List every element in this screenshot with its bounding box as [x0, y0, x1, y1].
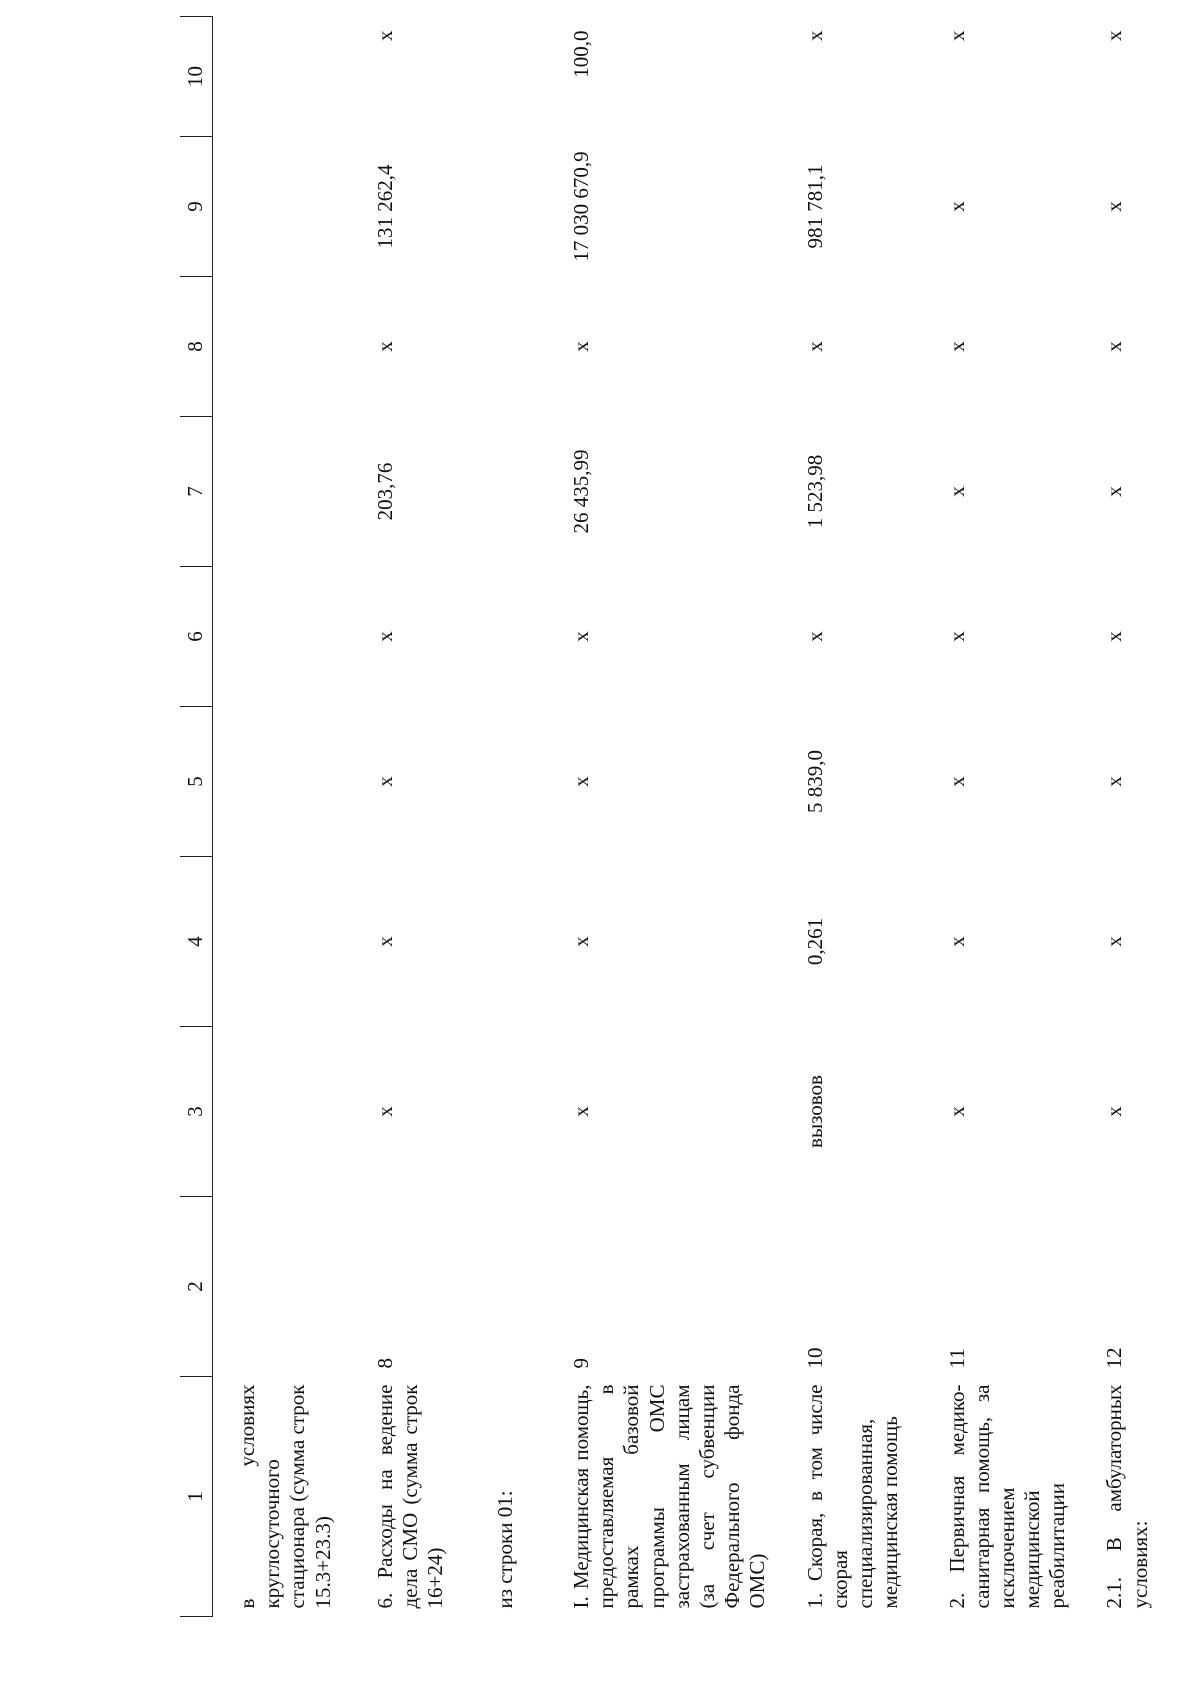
- column-header: 1: [180, 1377, 213, 1617]
- table-cell: вызовов: [802, 1075, 827, 1148]
- row-code: [213, 1197, 354, 1377]
- table-cell: х: [802, 631, 827, 642]
- table-cell: 26 435,99: [569, 449, 593, 534]
- table-cell: [473, 137, 549, 277]
- table-row: [549, 17, 783, 1617]
- table-cell: 981 781,1: [802, 164, 827, 249]
- table-row: [783, 17, 925, 1617]
- table-cell: х: [1102, 201, 1127, 212]
- table-cell: [213, 17, 354, 137]
- table-cell: х: [1102, 936, 1127, 947]
- row-label: в условиях круглосуточного стационара (сумма строк 15.3+23.3): [235, 1384, 335, 1609]
- row-code: 11: [944, 1348, 969, 1369]
- table-cell: [213, 1027, 354, 1197]
- table-cell: х: [569, 631, 593, 642]
- table-cell: х: [1102, 776, 1127, 787]
- budget-table: [180, 16, 1174, 1617]
- table-cell: х: [944, 341, 969, 352]
- table-cell: х: [944, 1106, 969, 1117]
- table-cell: [213, 707, 354, 857]
- column-header: 5: [180, 707, 213, 857]
- table-cell: х: [373, 776, 397, 787]
- rotated-page-content: [180, 17, 1200, 1617]
- table-cell: [473, 707, 549, 857]
- row-code: 12: [1102, 1347, 1127, 1369]
- table-cell: [473, 857, 549, 1027]
- table-cell: [213, 567, 354, 707]
- table-cell: х: [1102, 1106, 1127, 1117]
- column-header: 2: [180, 1197, 213, 1377]
- column-header: 6: [180, 567, 213, 707]
- table-cell: х: [569, 341, 593, 352]
- table-row: [1082, 17, 1174, 1617]
- table-cell: [473, 17, 549, 137]
- table-cell: х: [944, 486, 969, 497]
- row-label: I. Медицинская помощь, предоставляемая в рамках базовой программы ОМС застрахованным лицам (за счет субвенции Федерального фонда ОМС): [569, 1384, 770, 1609]
- column-header: 10: [180, 17, 213, 137]
- table-cell: х: [944, 776, 969, 787]
- table-cell: х: [944, 631, 969, 642]
- column-header: 3: [180, 1027, 213, 1197]
- table-cell: х: [802, 341, 827, 352]
- row-code: 10: [802, 1347, 827, 1369]
- table-cell: 100,0: [569, 30, 593, 78]
- table-cell: х: [944, 30, 969, 41]
- table-cell: [213, 137, 354, 277]
- table-row: [213, 17, 354, 1617]
- table-cell: 0,261: [802, 917, 827, 966]
- table-cell: х: [373, 936, 397, 947]
- table-cell: х: [569, 936, 593, 947]
- table-cell: х: [373, 631, 397, 642]
- row-label: 1. Скорая, в том числе скорая специализированная, медицинская помощь: [802, 1384, 903, 1609]
- table-cell: х: [373, 1106, 397, 1117]
- table-cell: [213, 857, 354, 1027]
- table-cell: [213, 277, 354, 417]
- table-cell: 131 262,4: [373, 164, 397, 249]
- table-cell: [473, 277, 549, 417]
- table-cell: х: [1102, 486, 1127, 497]
- column-header: 7: [180, 417, 213, 567]
- table-cell: 5 839,0: [802, 750, 827, 813]
- table-cell: х: [1102, 30, 1127, 41]
- column-header: 9: [180, 137, 213, 277]
- table-row: [473, 17, 549, 1617]
- table-cell: х: [569, 776, 593, 787]
- column-header: 8: [180, 277, 213, 417]
- row-code: 9: [569, 1358, 593, 1369]
- table-row: [353, 17, 473, 1617]
- table-cell: х: [802, 30, 827, 41]
- table-row: [925, 17, 1083, 1617]
- table-cell: [213, 417, 354, 567]
- column-number-row: [180, 17, 213, 1617]
- row-label: 2.1. В амбулаторных условиях:: [1102, 1384, 1152, 1609]
- row-label: 6. Расходы на ведение дела СМО (сумма строк 16+24): [373, 1384, 448, 1609]
- table-cell: х: [944, 936, 969, 947]
- row-label: 2. Первичная медико-санитарная помощь, за исключением медицинской реабилитации: [944, 1384, 1070, 1609]
- table-cell: [473, 1027, 549, 1197]
- row-code: 8: [373, 1358, 397, 1369]
- table-cell: х: [1102, 341, 1127, 352]
- table-cell: х: [1102, 631, 1127, 642]
- table-cell: [473, 567, 549, 707]
- table-cell: 17 030 670,9: [569, 151, 593, 262]
- table-cell: 203,76: [373, 462, 397, 521]
- table-cell: х: [373, 30, 397, 41]
- row-label: из строки 01:: [493, 1490, 517, 1609]
- table-cell: х: [373, 341, 397, 352]
- table-cell: х: [569, 1106, 593, 1117]
- row-code: [473, 1197, 549, 1377]
- column-header: 4: [180, 857, 213, 1027]
- table-cell: 1 523,98: [802, 454, 827, 529]
- table-cell: [473, 417, 549, 567]
- table-cell: х: [944, 201, 969, 212]
